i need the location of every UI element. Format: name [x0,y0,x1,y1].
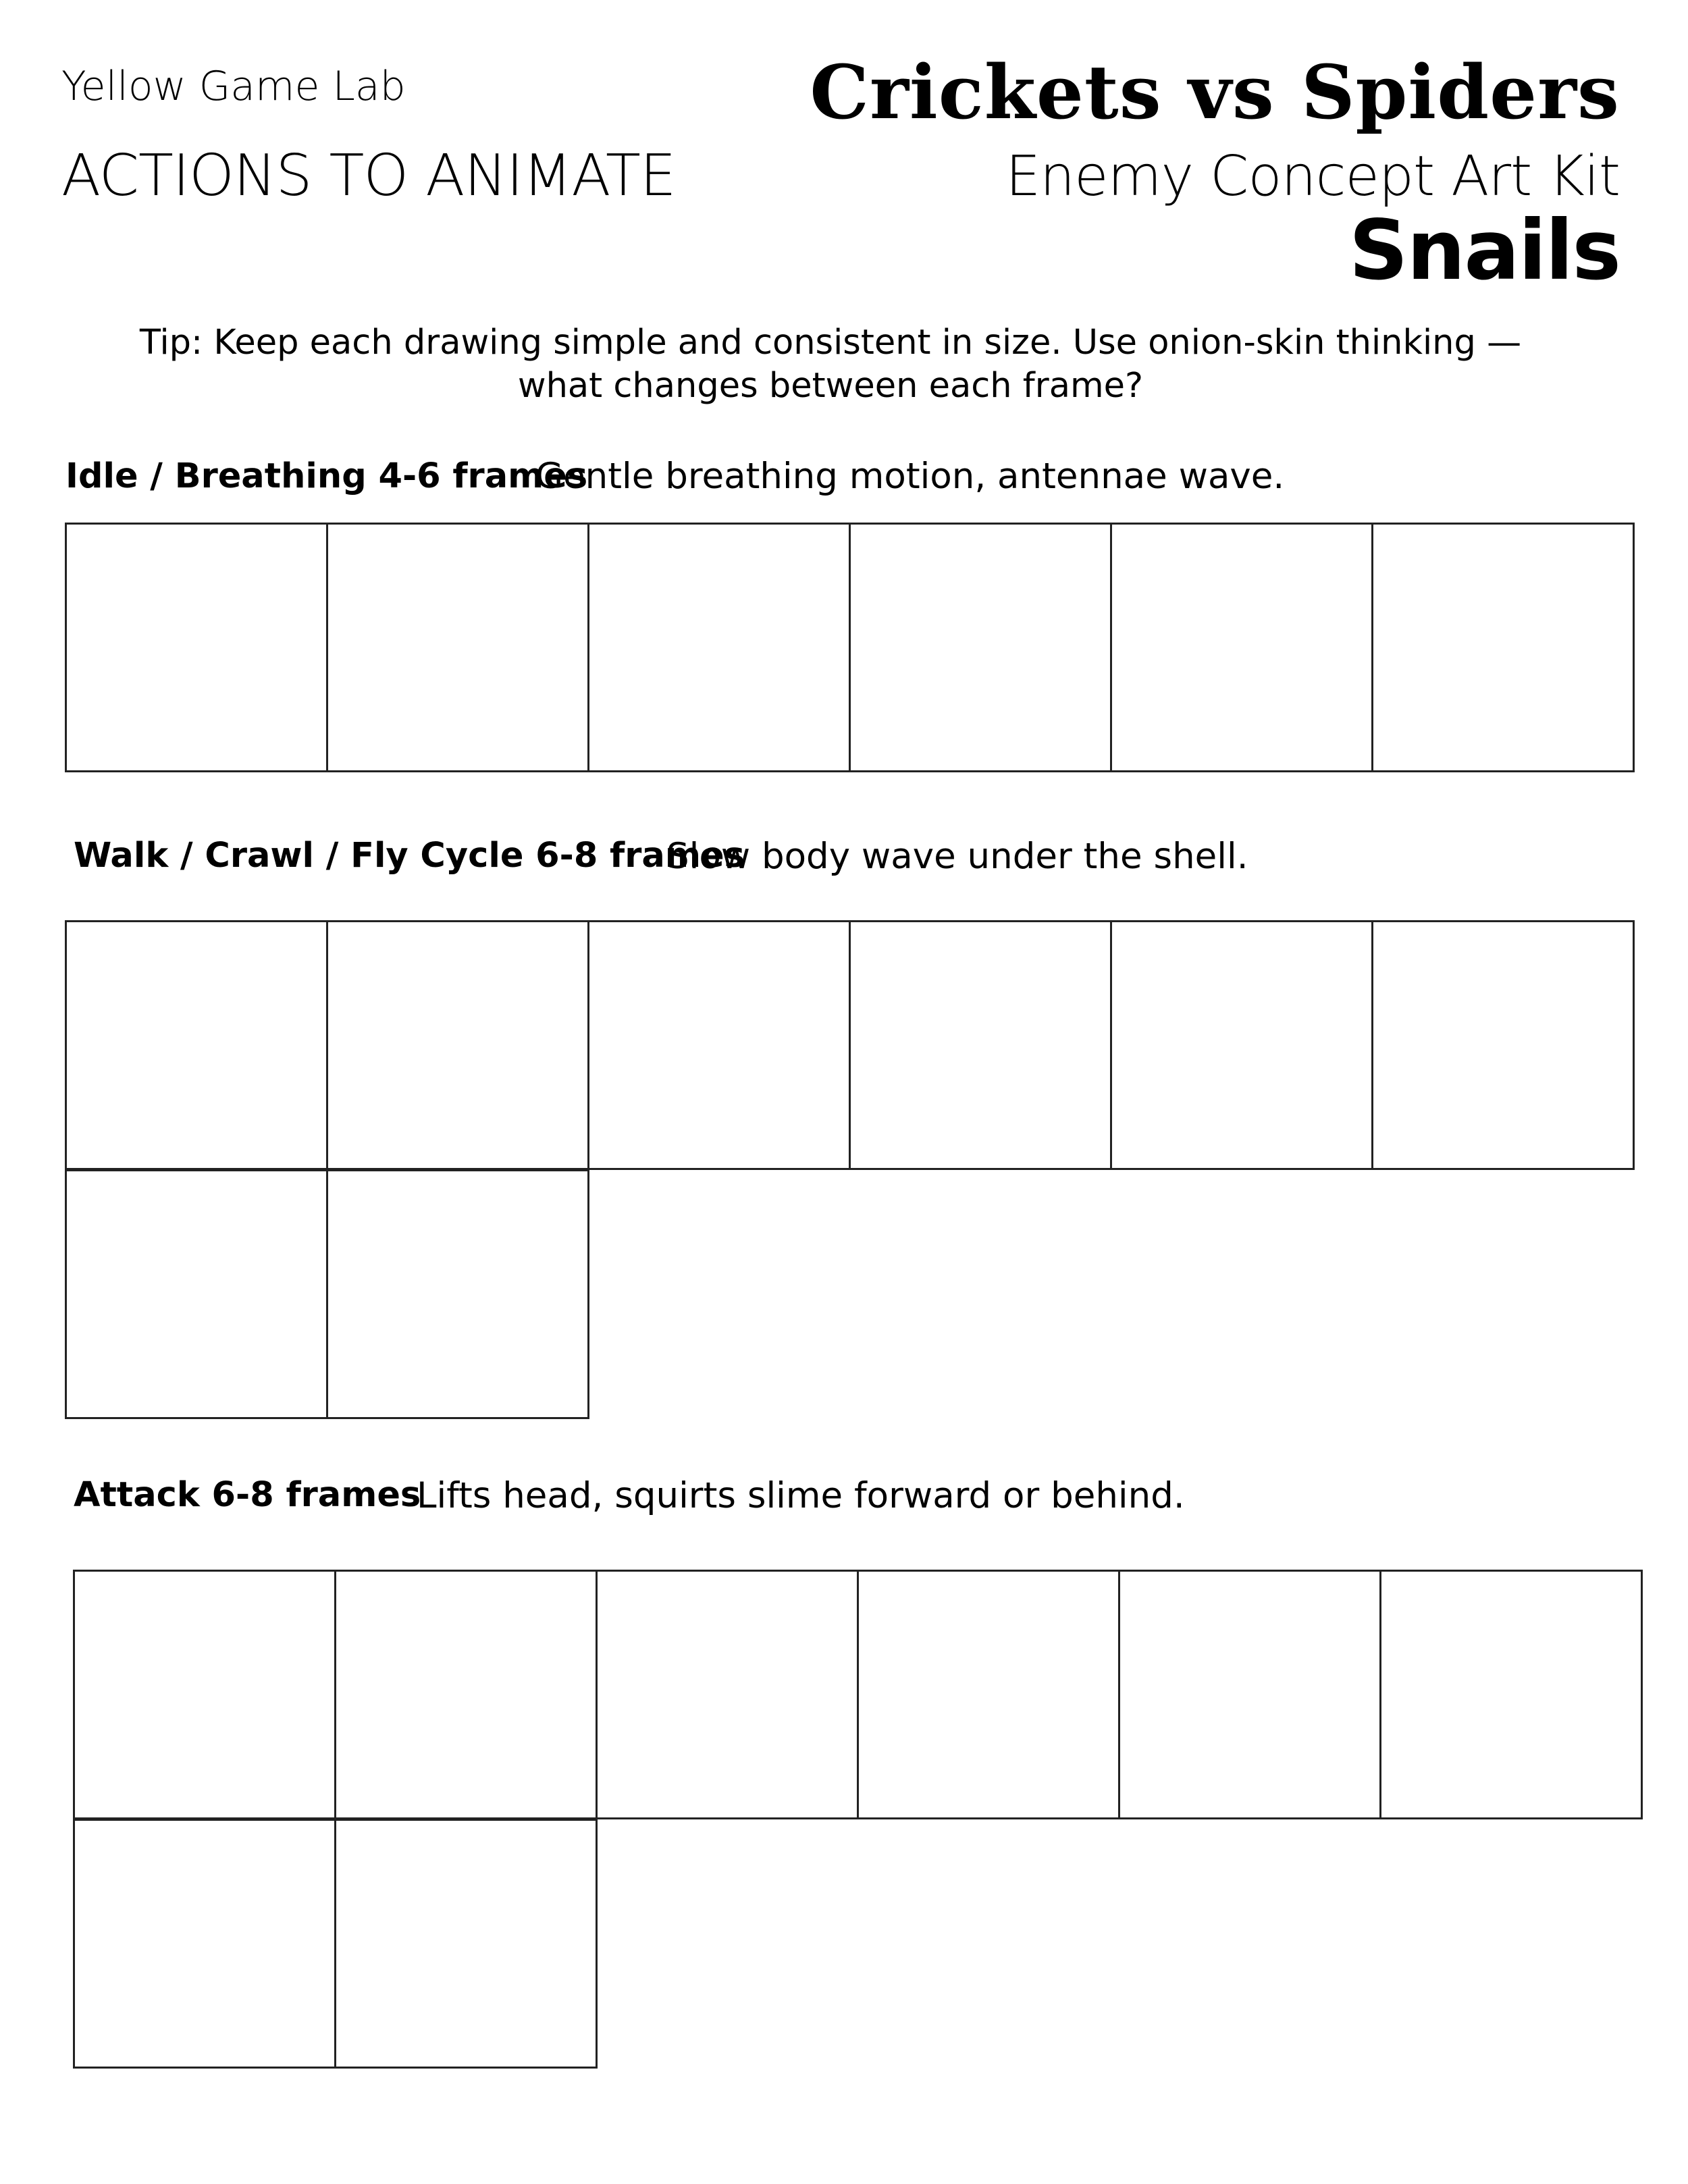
action-description-attack: Lifts head, squirts slime forward or behind. [417,1475,1185,1516]
drawing-frame[interactable] [849,523,1112,772]
drawing-frame[interactable] [73,1570,336,1819]
action-description-walk: Slow body wave under the shell. [666,836,1248,877]
game-title: Crickets vs Spiders [810,49,1620,136]
action-title-idle: Idle / Breathing 4-6 frames [65,456,588,496]
kit-title: Enemy Concept Art Kit [1005,144,1620,209]
drawing-frame[interactable] [334,1570,598,1819]
drawing-frame[interactable] [1371,920,1635,1170]
drawing-frame[interactable] [857,1570,1120,1819]
section-heading: ACTIONS TO ANIMATE [61,142,676,209]
action-description-idle: Gentle breathing motion, antennae wave. [535,456,1285,497]
drawing-frame[interactable] [1118,1570,1381,1819]
drawing-frame[interactable] [334,1819,598,2069]
drawing-frame[interactable] [587,523,851,772]
drawing-frame[interactable] [1110,920,1373,1170]
enemy-name: Snails [1348,203,1620,298]
drawing-frame[interactable] [1371,523,1635,772]
drawing-frame[interactable] [326,920,589,1170]
lab-name: Yellow Game Lab [61,63,406,110]
drawing-frame[interactable] [596,1570,859,1819]
drawing-frame[interactable] [326,1169,589,1419]
drawing-frame[interactable] [587,920,851,1170]
drawing-frame[interactable] [326,523,589,772]
drawing-frame[interactable] [65,523,328,772]
tip-text: Tip: Keep each drawing simple and consistent in size. Use onion-skin thinking — what changes between each frame? [139,323,1522,406]
drawing-frame[interactable] [65,920,328,1170]
drawing-frame[interactable] [1110,523,1373,772]
drawing-frame[interactable] [849,920,1112,1170]
action-title-walk: Walk / Crawl / Fly Cycle 6-8 frames [74,836,745,876]
drawing-frame[interactable] [1379,1570,1643,1819]
action-title-attack: Attack 6-8 frames [74,1475,421,1515]
drawing-frame[interactable] [73,1819,336,2069]
drawing-frame[interactable] [65,1169,328,1419]
